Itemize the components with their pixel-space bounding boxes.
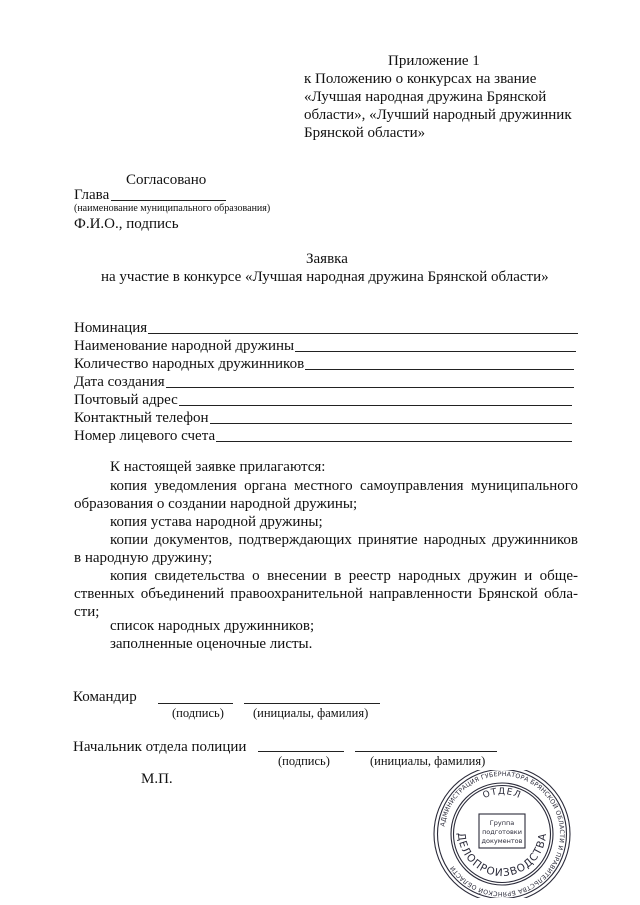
field-fill-line[interactable]: [305, 369, 574, 370]
commander-signature-note: (подпись): [172, 706, 224, 720]
official-stamp: [428, 770, 576, 898]
commander-initials-note: (инициалы, фамилия): [253, 706, 369, 720]
police-signature-line[interactable]: [258, 751, 344, 752]
agreed-label: Согласовано: [126, 172, 207, 188]
svg-text:ОТДЕЛ: ОТДЕЛ: [481, 786, 523, 802]
stamp-seal-icon: [428, 770, 576, 898]
svg-text:ДЕЛОПРОИЗВОДСТВА: ДЕЛОПРОИЗВОДСТВА: [454, 831, 550, 880]
attachment-item: копии документов, подтверждающих принятие народных дружинников: [110, 532, 578, 548]
field-label: Почтовый адрес: [74, 392, 178, 408]
field-fill-line[interactable]: [295, 351, 576, 352]
field-fill-line[interactable]: [166, 387, 574, 388]
commander-name-line[interactable]: [244, 703, 380, 704]
field-label: Номинация: [74, 320, 148, 336]
seal-place: М.П.: [141, 771, 173, 787]
field-label: Дата создания: [74, 374, 165, 390]
commander-signature-line[interactable]: [158, 703, 233, 704]
field-fill-line[interactable]: [179, 405, 572, 406]
attachment-item: список народных дружинников;: [110, 618, 315, 634]
svg-text:АДМИНИСТРАЦИЯ ГУБЕРНАТОРА БРЯН: АДМИНИСТРАЦИЯ ГУБЕРНАТОРА БРЯНСКОЙ ОБЛАСТИ И ПРАВИТЕЛЬСТВА БРЯНСКОЙ ОБЛАСТИ: [439, 770, 566, 898]
police-signature-note: (подпись): [278, 754, 330, 768]
attachment-item: копия свидетельства о внесении в реестр народных дружин и обще-: [110, 568, 578, 584]
field-member-count: [74, 354, 574, 372]
head-label: Глава: [74, 187, 110, 203]
attachment-item: заполненные оценочные листы.: [110, 636, 313, 652]
svg-text:Группа: Группа: [489, 819, 515, 827]
field-phone: [74, 408, 572, 426]
appendix-line: области», «Лучший народный дружинник: [304, 107, 572, 123]
svg-text:подготовки: подготовки: [482, 828, 522, 836]
attachment-item: копия уведомления органа местного самоуправления муниципального: [110, 478, 578, 494]
police-initials-note: (инициалы, фамилия): [370, 754, 486, 768]
field-creation-date: [74, 372, 574, 390]
appendix-line: «Лучшая народная дружина Брянской: [304, 89, 547, 105]
field-team-name: [74, 336, 576, 354]
commander-label: Командир: [73, 689, 137, 705]
field-postal-address: [74, 390, 572, 408]
field-fill-line[interactable]: [210, 423, 573, 424]
application-subtitle: на участие в конкурсе «Лучшая народная дружина Брянской области»: [101, 269, 549, 285]
appendix-line: к Положению о конкурсах на звание: [304, 71, 537, 87]
field-label: Количество народных дружинников: [74, 356, 305, 372]
attachment-item: копия устава народной дружины;: [110, 514, 323, 530]
field-label: Наименование народной дружины: [74, 338, 295, 354]
attachment-item: сти;: [74, 604, 100, 620]
police-head-label: Начальник отдела полиции: [73, 739, 247, 755]
application-title: Заявка: [306, 251, 348, 267]
field-fill-line[interactable]: [216, 441, 572, 442]
head-signature-line: [111, 200, 226, 201]
appendix-line: Брянской области»: [304, 125, 426, 141]
svg-text:документов: документов: [481, 837, 523, 845]
signature-label: Ф.И.О., подпись: [74, 216, 179, 232]
attachment-item: в народную дружину;: [74, 550, 213, 566]
attachments-intro: К настоящей заявке прилагаются:: [110, 459, 326, 475]
attachment-item: ственных объединений правоохранительной направленности Брянской обла-: [74, 586, 578, 602]
field-fill-line[interactable]: [148, 333, 578, 334]
municipality-note: (наименование муниципального образования): [74, 203, 271, 214]
appendix-title: Приложение 1: [388, 53, 480, 69]
field-label: Контактный телефон: [74, 410, 209, 426]
field-account-number: [74, 426, 572, 444]
field-nomination: [74, 318, 578, 336]
attachment-item: образования о создании народной дружины;: [74, 496, 358, 512]
field-label: Номер лицевого счета: [74, 428, 216, 444]
police-name-line[interactable]: [355, 751, 497, 752]
